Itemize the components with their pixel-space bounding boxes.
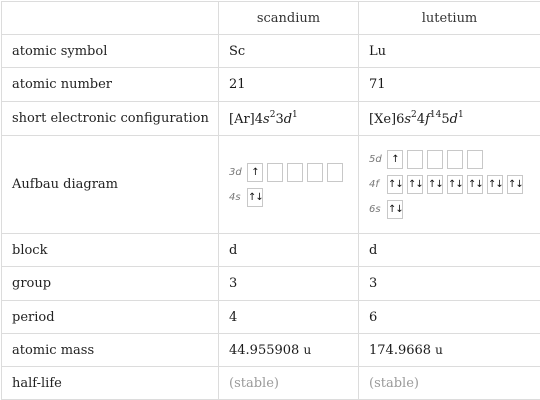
row-label: group [2,267,219,301]
row-label: period [2,301,219,334]
lutetium-period: 6 [359,301,540,334]
orbital-box: ↑↓ [427,175,443,194]
orbital-box [427,150,443,169]
config-exponent: 1 [292,110,298,120]
lutetium-symbol: Lu [359,35,540,68]
row-label: short electronic configuration [2,102,219,136]
orbital-row [369,174,540,195]
lutetium-mass [359,334,540,367]
scandium-group: 3 [219,267,359,301]
config-exponent: 14 [429,110,442,120]
orbital-box [447,150,463,169]
orbital-box [287,163,303,182]
config-shell: 3 [275,112,284,127]
row-label: half-life [2,367,219,400]
lutetium-aufbau [359,136,540,234]
header-scandium: scandium [219,2,359,35]
comparison-table [1,1,540,400]
lutetium-block: d [359,234,540,267]
mass-value: 174.9668 [369,342,432,358]
config-shell: 5 [441,112,450,127]
orbital-row [369,149,540,170]
scandium-mass [219,334,359,367]
scandium-period: 4 [219,301,359,334]
mass-unit: u [303,342,312,357]
scandium-config [219,102,359,136]
config-orbital: f [425,112,430,127]
orbital-box [467,150,483,169]
orbital-label: 5d [369,154,382,165]
orbital-box: ↑↓ [467,175,483,194]
orbital-box: ↑↓ [387,200,403,219]
config-exponent: 1 [457,110,464,120]
mass-unit: u [435,342,443,357]
orbital-box: ↑↓ [447,175,463,194]
config-shell: 4 [416,112,426,127]
scandium-aufbau [219,136,359,234]
orbital-box: ↑↓ [247,188,263,207]
orbital-row [229,187,358,208]
row-electron-config [2,102,540,136]
row-atomic-mass [2,334,540,367]
orbital-box [327,163,343,182]
orbital-box: ↑↓ [507,175,523,194]
orbital-box: ↑↓ [387,175,403,194]
scandium-symbol: Sc [219,35,359,68]
config-orbital: s [263,112,270,127]
row-atomic-symbol [2,35,540,68]
lutetium-number: 71 [359,68,540,102]
scandium-block: d [219,234,359,267]
mass-value: 44.955908 [229,342,300,358]
row-period [2,301,540,334]
header-lutetium: lutetium [359,2,540,35]
orbital-box: ↑ [387,150,403,169]
config-orbital: d [283,112,293,127]
row-half-life [2,367,540,400]
row-label: atomic symbol [2,35,219,68]
scandium-number: 21 [219,68,359,102]
orbital-label: 6s [369,204,381,215]
orbital-label: 4s [229,191,241,203]
aufbau-diagram [369,149,540,220]
lutetium-group: 3 [359,267,540,301]
orbital-box: ↑↓ [407,175,423,194]
config-core: [Ar]4 [229,112,264,127]
lutetium-config [359,102,540,136]
header-row [2,2,540,35]
row-label: atomic number [2,68,219,102]
orbital-box [407,150,423,169]
config-core: [Xe]6 [369,112,405,127]
row-atomic-number [2,68,540,102]
row-label: Aufbau diagram [2,136,219,234]
config-orbital: s [404,112,412,127]
orbital-label: 4f [369,179,379,190]
orbital-label: 3d [229,166,242,178]
header-empty-cell [2,2,219,35]
orbital-box: ↑↓ [487,175,503,194]
aufbau-diagram [229,162,358,208]
orbital-box [307,163,323,182]
row-group [2,267,540,301]
orbital-box: ↑ [247,163,263,182]
row-block [2,234,540,267]
row-label: block [2,234,219,267]
orbital-row [229,162,358,183]
scandium-half-life: (stable) [219,367,359,400]
orbital-box [267,163,283,182]
row-label: atomic mass [2,334,219,367]
config-exponent: 2 [269,110,276,120]
lutetium-half-life: (stable) [359,367,540,400]
config-orbital: d [449,112,458,127]
config-exponent: 2 [411,110,417,120]
orbital-row [369,199,540,220]
row-aufbau [2,136,540,234]
